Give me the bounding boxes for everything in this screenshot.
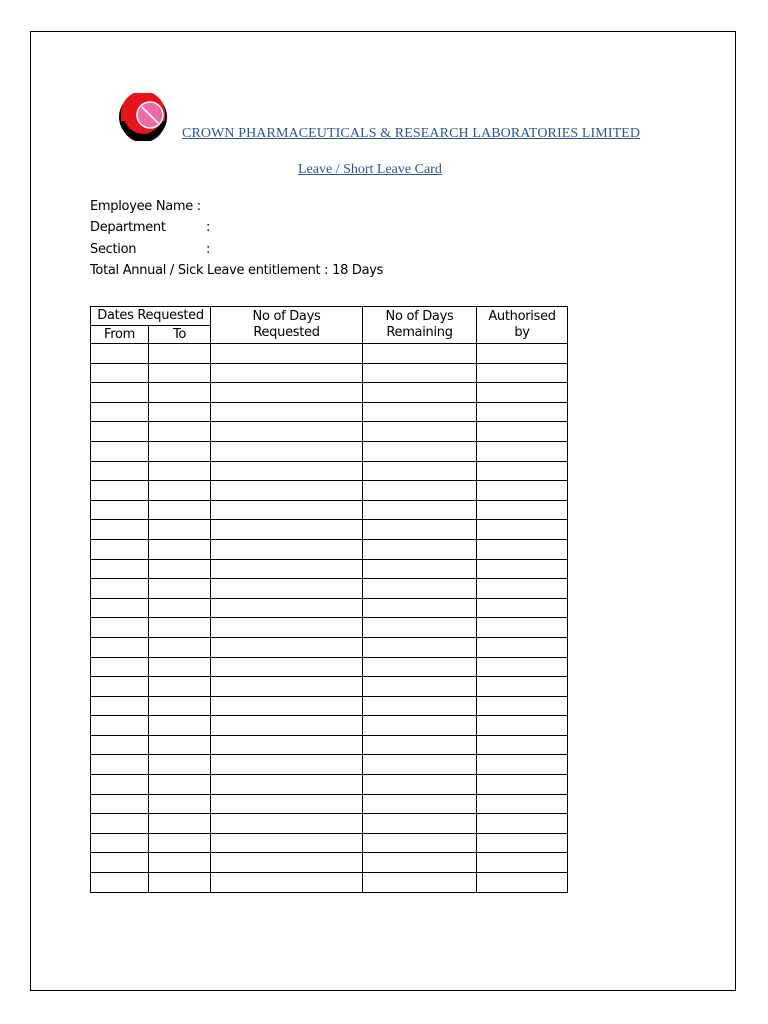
days-requested-cell: [211, 755, 363, 775]
authorised-by-cell: [477, 794, 568, 814]
days-remaining-cell: [363, 775, 477, 795]
department-colon: :: [206, 220, 211, 235]
table-row: [91, 814, 568, 834]
table-row: [91, 383, 568, 403]
to-cell: [149, 402, 211, 422]
authorised-by-cell: [477, 383, 568, 403]
from-cell: [91, 383, 149, 403]
from-cell: [91, 539, 149, 559]
days-requested-cell: [211, 539, 363, 559]
authorised-by-cell: [477, 735, 568, 755]
days-requested-cell: [211, 344, 363, 364]
from-cell: [91, 461, 149, 481]
table-row: [91, 481, 568, 501]
days-remaining-cell: [363, 559, 477, 579]
days-remaining-cell: [363, 814, 477, 834]
from-cell: [91, 422, 149, 442]
authorised-by-cell: [477, 598, 568, 618]
to-cell: [149, 833, 211, 853]
from-cell: [91, 579, 149, 599]
form-title: Leave / Short Leave Card: [298, 162, 442, 177]
days-requested-cell: [211, 873, 363, 893]
days-remaining-cell: [363, 383, 477, 403]
to-cell: [149, 794, 211, 814]
leave-table: [90, 306, 568, 893]
days-requested-cell: [211, 383, 363, 403]
authorised-by-cell: [477, 696, 568, 716]
table-row: [91, 794, 568, 814]
days-requested-cell: [211, 677, 363, 697]
authorised-by-cell: [477, 657, 568, 677]
table-row: [91, 520, 568, 540]
authorised-by-cell: [477, 559, 568, 579]
authorised-by-cell: [477, 755, 568, 775]
authorised-by-cell: [477, 618, 568, 638]
from-cell: [91, 559, 149, 579]
from-cell: [91, 696, 149, 716]
authorised-by-cell: [477, 344, 568, 364]
days-remaining-cell: [363, 539, 477, 559]
authorised-by-cell: [477, 520, 568, 540]
to-cell: [149, 873, 211, 893]
from-cell: [91, 637, 149, 657]
to-cell: [149, 735, 211, 755]
days-requested-header: No of Days Requested: [211, 307, 363, 344]
days-remaining-cell: [363, 598, 477, 618]
from-cell: [91, 794, 149, 814]
authorised-by-cell: [477, 775, 568, 795]
days-remaining-cell: [363, 441, 477, 461]
to-cell: [149, 441, 211, 461]
authorised-by-cell: [477, 716, 568, 736]
days-remaining-cell: [363, 520, 477, 540]
days-requested-cell: [211, 559, 363, 579]
table-row: [91, 344, 568, 364]
from-cell: [91, 657, 149, 677]
days-requested-cell: [211, 853, 363, 873]
to-cell: [149, 559, 211, 579]
days-requested-cell: [211, 735, 363, 755]
days-requested-cell: [211, 657, 363, 677]
table-row: [91, 598, 568, 618]
table-row: [91, 441, 568, 461]
table-row: [91, 539, 568, 559]
from-cell: [91, 814, 149, 834]
authorised-by-header: Authorised by: [477, 307, 568, 344]
days-requested-cell: [211, 794, 363, 814]
to-header: To: [149, 326, 211, 344]
to-cell: [149, 853, 211, 873]
to-cell: [149, 657, 211, 677]
days-remaining-cell: [363, 344, 477, 364]
days-requested-cell: [211, 775, 363, 795]
to-cell: [149, 618, 211, 638]
to-cell: [149, 716, 211, 736]
from-cell: [91, 735, 149, 755]
from-cell: [91, 873, 149, 893]
authorised-by-cell: [477, 579, 568, 599]
to-cell: [149, 363, 211, 383]
days-remaining-cell: [363, 402, 477, 422]
to-cell: [149, 500, 211, 520]
authorised-by-cell: [477, 402, 568, 422]
days-remaining-cell: [363, 716, 477, 736]
table-row: [91, 873, 568, 893]
from-cell: [91, 775, 149, 795]
table-row: [91, 637, 568, 657]
authorised-by-cell: [477, 853, 568, 873]
days-requested-cell: [211, 716, 363, 736]
from-cell: [91, 500, 149, 520]
table-row: [91, 716, 568, 736]
authorised-by-cell: [477, 481, 568, 501]
days-requested-cell: [211, 579, 363, 599]
authorised-by-cell: [477, 539, 568, 559]
from-cell: [91, 853, 149, 873]
department-label: Department: [90, 220, 166, 235]
days-remaining-cell: [363, 873, 477, 893]
to-cell: [149, 637, 211, 657]
days-remaining-cell: [363, 461, 477, 481]
days-requested-cell: [211, 422, 363, 442]
table-row: [91, 735, 568, 755]
days-requested-cell: [211, 833, 363, 853]
table-row: [91, 559, 568, 579]
authorised-by-cell: [477, 833, 568, 853]
authorised-by-cell: [477, 814, 568, 834]
from-cell: [91, 755, 149, 775]
days-requested-cell: [211, 461, 363, 481]
days-remaining-cell: [363, 422, 477, 442]
days-requested-cell: [211, 696, 363, 716]
to-cell: [149, 598, 211, 618]
days-remaining-cell: [363, 637, 477, 657]
to-cell: [149, 520, 211, 540]
table-row: [91, 755, 568, 775]
employee-name-label: Employee Name :: [90, 199, 201, 214]
section-label: Section: [90, 242, 137, 257]
table-row: [91, 677, 568, 697]
from-cell: [91, 402, 149, 422]
section-colon: :: [206, 242, 211, 257]
from-header: From: [91, 326, 149, 344]
crown-pharma-logo-icon: [119, 93, 167, 141]
from-cell: [91, 716, 149, 736]
to-cell: [149, 539, 211, 559]
days-remaining-cell: [363, 500, 477, 520]
days-remaining-cell: [363, 657, 477, 677]
table-row: [91, 775, 568, 795]
leave-table-body: [91, 344, 568, 893]
authorised-by-cell: [477, 873, 568, 893]
days-requested-cell: [211, 402, 363, 422]
to-cell: [149, 755, 211, 775]
authorised-by-cell: [477, 441, 568, 461]
from-cell: [91, 598, 149, 618]
table-row: [91, 579, 568, 599]
authorised-by-cell: [477, 637, 568, 657]
days-requested-cell: [211, 618, 363, 638]
table-row: [91, 618, 568, 638]
to-cell: [149, 579, 211, 599]
days-requested-cell: [211, 500, 363, 520]
authorised-by-cell: [477, 461, 568, 481]
from-cell: [91, 520, 149, 540]
table-row: [91, 853, 568, 873]
company-name: CROWN PHARMACEUTICALS & RESEARCH LABORATORIES LIMITED: [182, 126, 641, 141]
authorised-by-cell: [477, 363, 568, 383]
days-remaining-header: No of Days Remaining: [363, 307, 477, 344]
to-cell: [149, 383, 211, 403]
to-cell: [149, 344, 211, 364]
days-remaining-cell: [363, 618, 477, 638]
from-cell: [91, 618, 149, 638]
days-remaining-cell: [363, 696, 477, 716]
days-remaining-cell: [363, 579, 477, 599]
to-cell: [149, 814, 211, 834]
days-remaining-cell: [363, 677, 477, 697]
table-row: [91, 833, 568, 853]
days-remaining-cell: [363, 735, 477, 755]
from-cell: [91, 481, 149, 501]
from-cell: [91, 833, 149, 853]
days-requested-cell: [211, 598, 363, 618]
leave-entitlement: Total Annual / Sick Leave entitlement : 18 Days: [90, 263, 384, 278]
from-cell: [91, 363, 149, 383]
days-remaining-cell: [363, 833, 477, 853]
authorised-by-cell: [477, 677, 568, 697]
table-row: [91, 500, 568, 520]
table-row: [91, 422, 568, 442]
dates-requested-header: Dates Requested: [91, 307, 211, 326]
days-remaining-cell: [363, 755, 477, 775]
from-cell: [91, 677, 149, 697]
to-cell: [149, 461, 211, 481]
days-requested-cell: [211, 814, 363, 834]
from-cell: [91, 344, 149, 364]
days-requested-cell: [211, 441, 363, 461]
to-cell: [149, 677, 211, 697]
to-cell: [149, 481, 211, 501]
table-row: [91, 696, 568, 716]
days-requested-cell: [211, 363, 363, 383]
authorised-by-cell: [477, 422, 568, 442]
authorised-by-cell: [477, 500, 568, 520]
days-requested-cell: [211, 481, 363, 501]
from-cell: [91, 441, 149, 461]
table-row: [91, 461, 568, 481]
table-row: [91, 363, 568, 383]
days-remaining-cell: [363, 363, 477, 383]
to-cell: [149, 696, 211, 716]
table-row: [91, 657, 568, 677]
table-row: [91, 402, 568, 422]
days-remaining-cell: [363, 481, 477, 501]
days-remaining-cell: [363, 794, 477, 814]
days-requested-cell: [211, 637, 363, 657]
to-cell: [149, 422, 211, 442]
days-remaining-cell: [363, 853, 477, 873]
days-requested-cell: [211, 520, 363, 540]
to-cell: [149, 775, 211, 795]
